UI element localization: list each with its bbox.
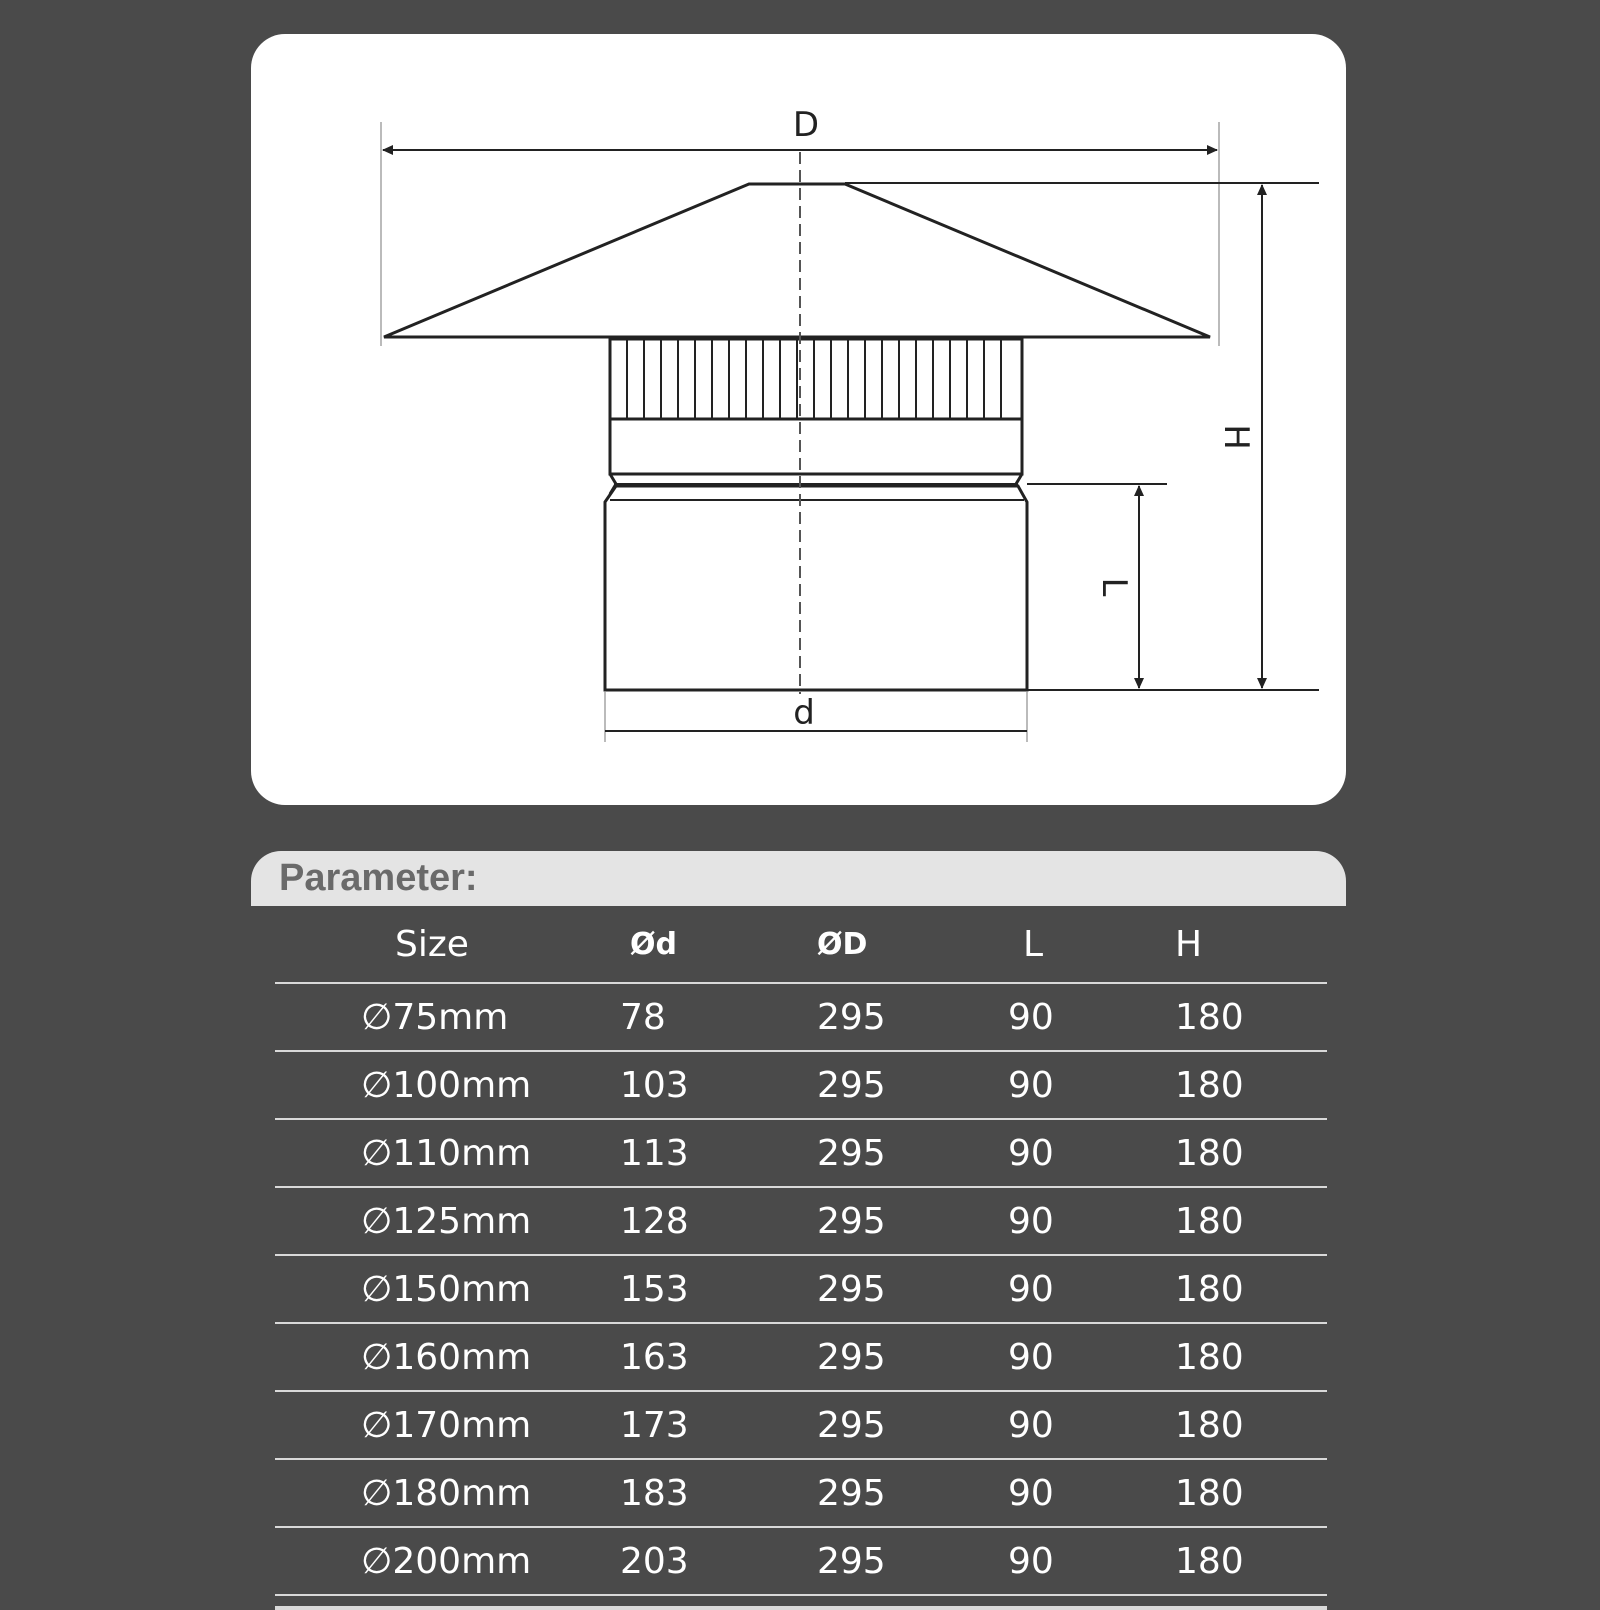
parameter-title: Parameter:: [279, 857, 478, 899]
table-row: [275, 1256, 1327, 1324]
header-D: ØD: [817, 926, 868, 962]
cell-d: 163: [620, 1336, 689, 1378]
cell-D: 295: [817, 1268, 886, 1310]
cell-H: 180: [1175, 1472, 1244, 1514]
cell-size: ∅100mm: [361, 1064, 532, 1106]
cell-D: 295: [817, 1472, 886, 1514]
header-size: Size: [395, 923, 469, 965]
cell-L: 90: [1008, 1268, 1054, 1310]
cell-H: 180: [1175, 1132, 1244, 1174]
table-row: [275, 1052, 1327, 1120]
cell-L: 90: [1008, 996, 1054, 1038]
D-label: D: [792, 105, 820, 145]
cell-d: 183: [620, 1472, 689, 1514]
cell-D: 295: [817, 996, 886, 1038]
cell-size: ∅110mm: [361, 1132, 532, 1174]
cell-D: 295: [817, 1200, 886, 1242]
cell-size: ∅125mm: [361, 1200, 532, 1242]
cell-D: 295: [817, 1336, 886, 1378]
cell-d: 113: [620, 1132, 689, 1174]
header-H: H: [1175, 923, 1203, 965]
cell-size: ∅160mm: [361, 1336, 532, 1378]
d-label: d: [793, 693, 815, 733]
cell-L: 90: [1008, 1472, 1054, 1514]
diagram-card: [251, 34, 1346, 805]
cell-d: 203: [620, 1540, 689, 1582]
cell-L: 90: [1008, 1336, 1054, 1378]
table-row: [275, 1188, 1327, 1256]
H-label: H: [1216, 424, 1256, 450]
cell-H: 180: [1175, 1268, 1244, 1310]
cell-H: 180: [1175, 1404, 1244, 1446]
cell-H: 180: [1175, 996, 1244, 1038]
table-row: [275, 984, 1327, 1052]
cell-L: 90: [1008, 1200, 1054, 1242]
louvre-band: [610, 339, 1022, 419]
cell-size: ∅150mm: [361, 1268, 532, 1310]
cell-size: ∅200mm: [361, 1540, 532, 1582]
table-row: [275, 1120, 1327, 1188]
cell-size: ∅75mm: [361, 996, 509, 1038]
cell-d: 128: [620, 1200, 689, 1242]
cell-d: 173: [620, 1404, 689, 1446]
cell-d: 103: [620, 1064, 689, 1106]
cap-cone: [384, 184, 1210, 337]
header-d: Ød: [630, 926, 677, 962]
cell-d: 78: [620, 996, 666, 1038]
cell-L: 90: [1008, 1132, 1054, 1174]
cell-H: 180: [1175, 1200, 1244, 1242]
table-bottom-rule: [275, 1596, 1327, 1610]
table-row: [275, 1528, 1327, 1596]
cell-size: ∅180mm: [361, 1472, 532, 1514]
table-row: [275, 1324, 1327, 1392]
cell-D: 295: [817, 1404, 886, 1446]
cell-H: 180: [1175, 1064, 1244, 1106]
cell-L: 90: [1008, 1404, 1054, 1446]
chimney-cap-diagram: [251, 34, 1346, 805]
cell-D: 295: [817, 1540, 886, 1582]
cell-D: 295: [817, 1132, 886, 1174]
cell-D: 295: [817, 1064, 886, 1106]
cell-L: 90: [1008, 1540, 1054, 1582]
cell-H: 180: [1175, 1336, 1244, 1378]
table-row: [275, 1460, 1327, 1528]
table-row: [275, 1392, 1327, 1460]
collar: [610, 419, 1022, 474]
cell-H: 180: [1175, 1540, 1244, 1582]
L-label: L: [1094, 577, 1134, 597]
parameter-tab: [251, 851, 1346, 906]
cell-d: 153: [620, 1268, 689, 1310]
cell-L: 90: [1008, 1064, 1054, 1106]
cell-size: ∅170mm: [361, 1404, 532, 1446]
header-L: L: [1023, 923, 1044, 965]
table-header: [275, 906, 1327, 984]
parameter-table: [275, 906, 1327, 1610]
pipe-body: [605, 486, 1027, 690]
